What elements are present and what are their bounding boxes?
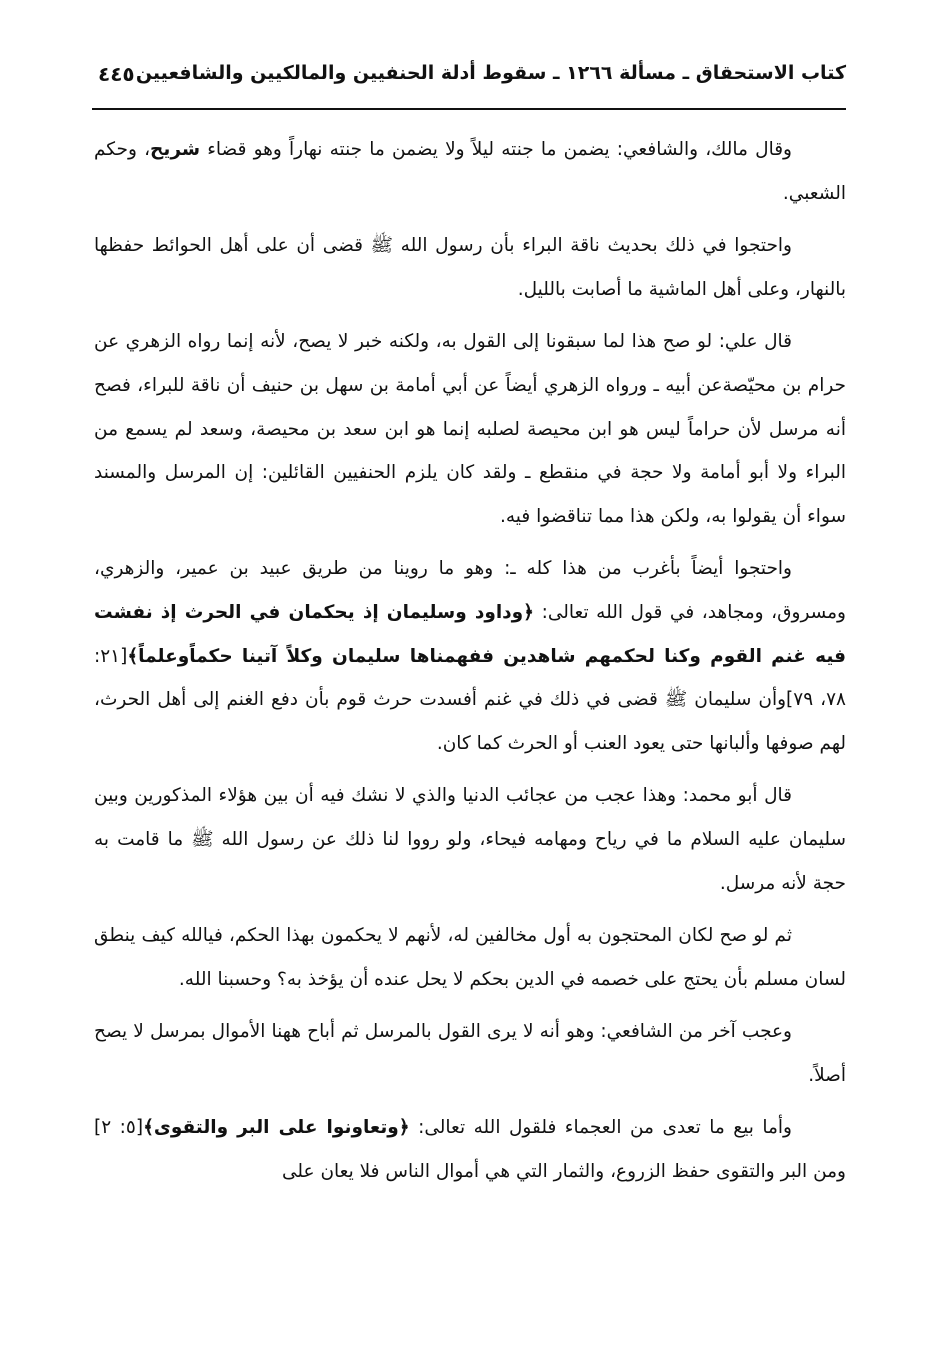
paragraph-text: واحتجوا أيضاً بأغرب من هذا كله ـ: وهو ما روينا من طريق عبيد بن عمير، والزهري، ومسروق، ومجاهد، في قول الله تعالى: [94, 558, 846, 623]
paragraph-text: ، وحكم الشعبي. [94, 139, 846, 204]
paragraph-text: ثم لو صح لكان المحتجون به أول مخالفين له، لأنهم لا يحكمون بهذا الحكم، فيالله كيف ينطق لسان مسلم بأن يحتج على خصمه في الدين بحكم لا يحل عنده أن يؤخذ به؟ وحسبنا الله. [94, 925, 846, 990]
paragraph [94, 1010, 846, 1097]
bold-text: شريح [150, 139, 201, 160]
paragraph-text: قال علي: لو صح هذا لما سبقونا إلى القول به، ولكنه خبر لا يصح، لأنه إنما رواه الزهري عن حرام بن محيّصةعن أبيه ـ ورواه الزهري أيضاً عن أبي أمامة بن سهل بن حنيف أن ناقة للبراء، فصح أنه مرسل لأن حراماً ليس هو ابن محيصة لصلبه إنما هو ابن سعد بن محيصة، وسعد لم يسمع من البراء ولا أبو أمامة ولا حجة في منقطع ـ ولقد كان يلزم الحنفيين القائلين: إن المرسل والمسند سواء أن يقولوا به، ولكن هذا مما تناقضوا فيه. [94, 331, 846, 527]
paragraph [94, 547, 846, 765]
running-header [92, 58, 846, 102]
bold-text: ﴿وتعاونوا على البر والتقوى﴾ [143, 1117, 410, 1139]
paragraph-text: وأما بيع ما تعدى من العجماء فلقول الله تعالى: [409, 1117, 792, 1139]
paragraph [94, 774, 846, 905]
page-number: ٤٤٥ [98, 62, 135, 86]
header-rule [92, 108, 846, 110]
bold-text: ﴿وداود وسليمان إذ يحكمان في الحرث إذ نفشت فيه غنم القوم وكنا لحكمهم شاهدين ففهمناها سليمان وكلاً آتينا حكماًوعلماً﴾ [94, 601, 846, 667]
paragraph [94, 914, 846, 1001]
paragraph-text: قال أبو محمد: وهذا عجب من عجائب الدنيا والذي لا نشك فيه أن بين هؤلاء المذكورين وبين سليمان عليه السلام ما في رياح ومهامه فيحاء، ولو رووا لنا ذلك عن رسول الله ﷺ ما قامت به حجة لأنه مرسل. [94, 785, 846, 894]
paragraph [94, 224, 846, 311]
body-text [94, 128, 846, 1203]
paragraph [94, 1106, 846, 1193]
paragraph-text: [٢١: ٧٨، ٧٩]وأن سليمان ﷺ قضى في ذلك في غنم أفسدت حرث قوم بأن دفع الغنم إلى أهل الحرث، لهم صوفها وألبانها حتى يعود العنب أو الحرث كما كان. [94, 645, 846, 754]
paragraph [94, 128, 846, 215]
header-title: كتاب الاستحقاق ـ مسألة ١٢٦٦ ـ سقوط أدلة الحنفيين والمالكيين والشافعيين [135, 62, 846, 84]
paragraph-text: وعجب آخر من الشافعي: وهو أنه لا يرى القول بالمرسل ثم أباح ههنا الأموال بمرسل لا يصح أصلاً. [94, 1021, 846, 1086]
paragraph-text: وقال مالك، والشافعي: يضمن ما جنته ليلاً ولا يضمن ما جنته نهاراً وهو قضاء [200, 139, 792, 160]
paragraph [94, 320, 846, 538]
paragraph-text: واحتجوا في ذلك بحديث ناقة البراء بأن رسول الله ﷺ قضى أن على أهل الحوائط حفظها بالنهار، وعلى أهل الماشية ما أصابت بالليل. [94, 235, 846, 300]
paragraph-text: [٥: ٢] ومن البر والتقوى حفظ الزروع، والثمار التي هي أموال الناس فلا يعان على [94, 1117, 846, 1183]
